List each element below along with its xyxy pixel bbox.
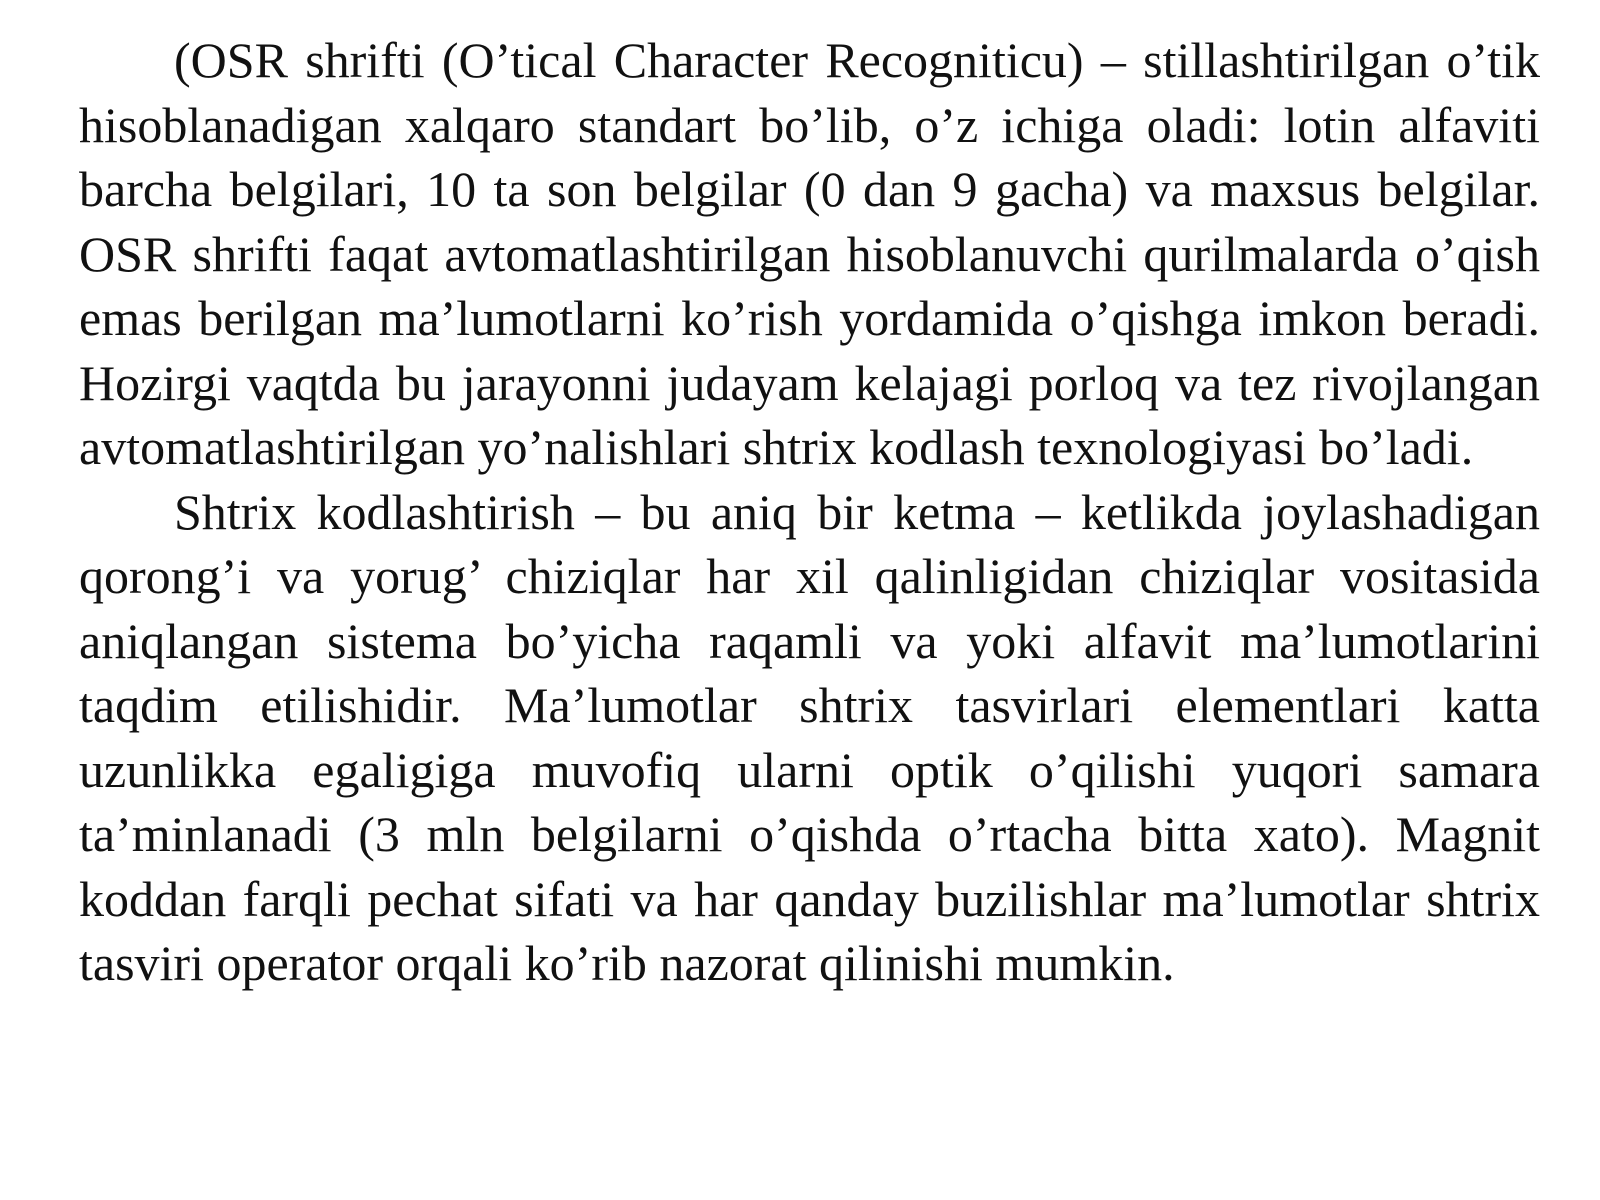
document-page [79,28,1540,996]
paragraph-barcode: Shtrix kodlashtirish – bu aniq bir ketma – ketlikda joylashadigan qorong’i va yorug’ chiziqlar har xil qalinligidan chiziqlar vositasida aniqlangan sistema bo’yicha raqamli va yoki alfavit ma’lumotlarini taqdim etilishidir. Ma’lumotlar shtrix tasvirlari elementlari katta uzunlikka egaligiga muvofiq ularni optik o’qilishi yuqori samara ta’minlanadi (3 mln belgilarni o’qishda o’rtacha bitta xato). Magnit koddan farqli pechat sifati va har qanday buzilishlar ma’lumotlar shtrix tasviri operator orqali ko’rib nazorat qilinishi mumkin. [79,483,1540,991]
paragraph-osr-font: (OSR shrifti (O’tical Character Recogniticu) – stillashtirilgan o’tik hisoblanadigan xalqaro standart bo’lib, o’z ichiga oladi: lotin alfaviti barcha belgilari, 10 ta son belgilar (0 dan 9 gacha) va maxsus belgilar. OSR shrifti faqat avtomatlashtirilgan hisoblanuvchi qurilmalarda o’qish emas berilgan ma’lumotlarni ko’rish yordamida o’qishga imkon beradi. Hozirgi vaqtda bu jarayonni judayam kelajagi porloq va tez rivojlangan avtomatlashtirilgan yo’nalishlari shtrix kodlash texnologiyasi bo’ladi. [79,32,1540,475]
